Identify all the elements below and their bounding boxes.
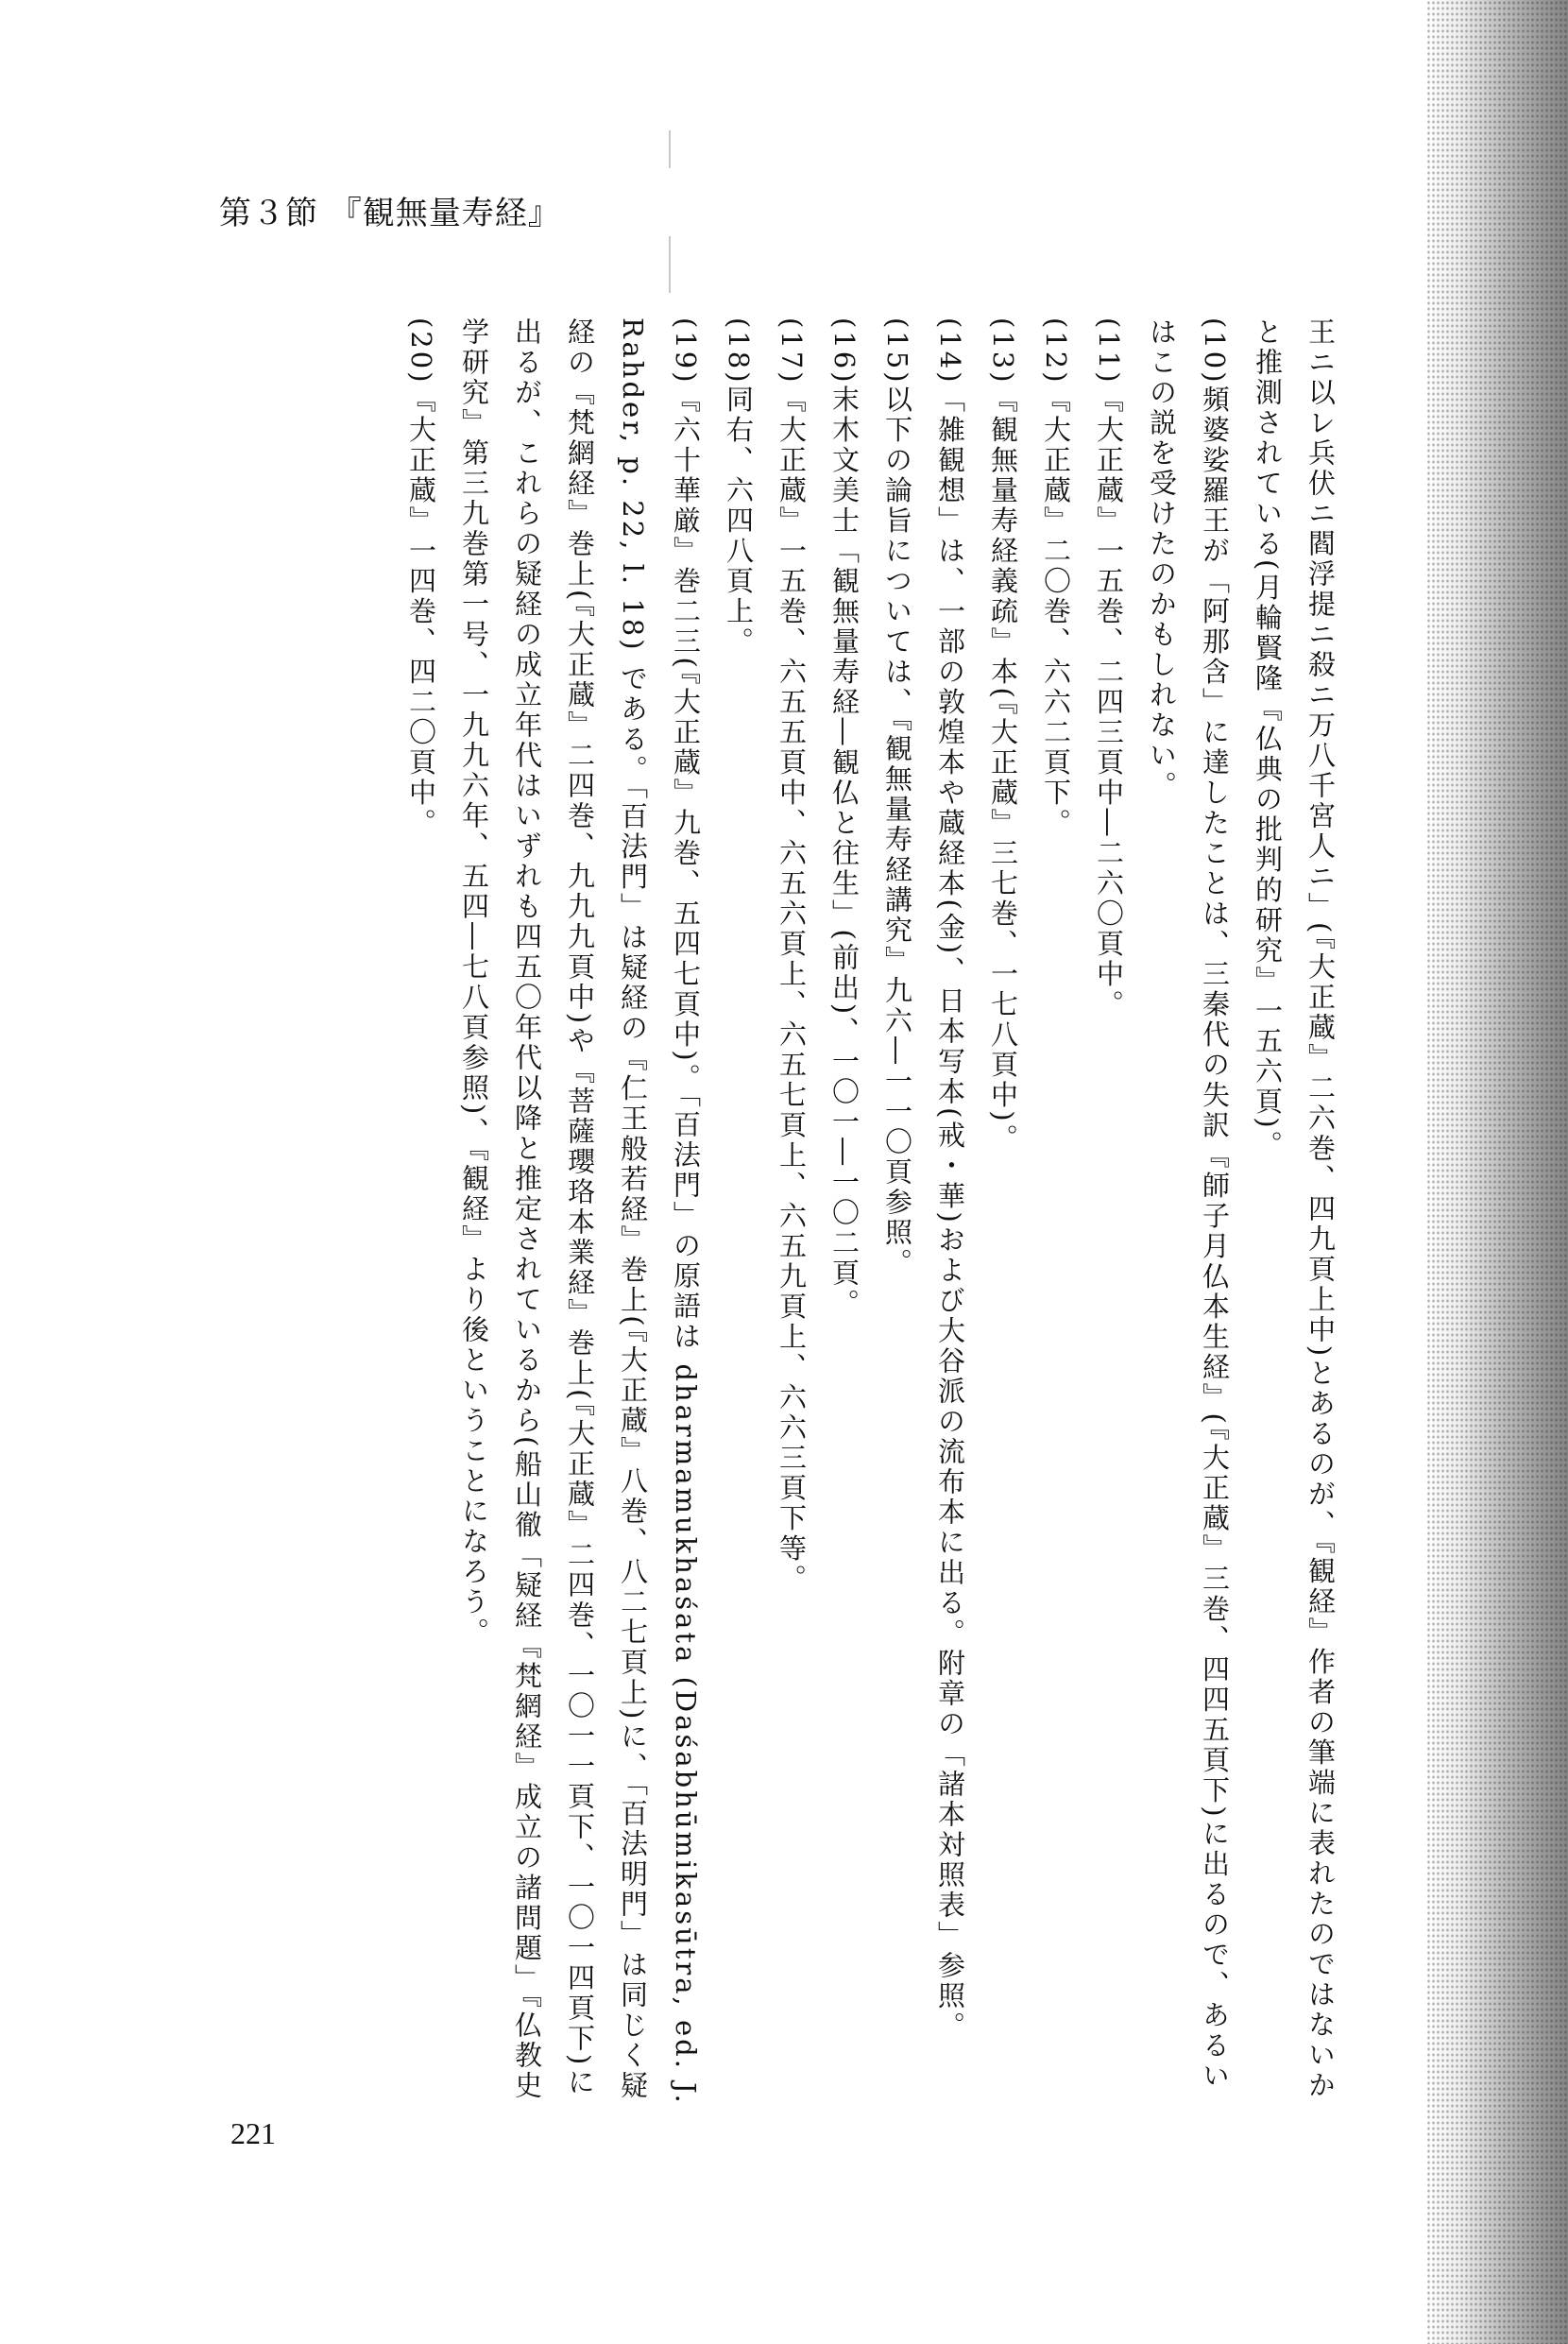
note-19 — [448, 317, 712, 2113]
note-text: 『観無量寿経義疏』本(『大正蔵』三七巻、一七八頁中)。 — [987, 385, 1019, 1155]
scan-mark — [669, 236, 671, 293]
note-number: (14) — [934, 317, 966, 385]
note-text: 同右、六四八頁上。 — [723, 385, 755, 658]
note-10 — [1135, 317, 1241, 2113]
note-13 — [977, 317, 1030, 2113]
scan-mark — [669, 130, 671, 168]
note-11 — [1082, 317, 1135, 2113]
note-20 — [395, 317, 448, 2113]
note-number: (15) — [881, 317, 913, 385]
note-15 — [871, 317, 924, 2113]
note-number: (10) — [1199, 317, 1231, 385]
note-number: (20) — [405, 317, 437, 385]
note-number: (17) — [775, 317, 808, 385]
note-text: 末木文美士「観無量寿経―観仏と往生」(前出)、一〇一―一〇二頁。 — [828, 385, 861, 1320]
note-number: (13) — [987, 317, 1019, 385]
note-text: 王ニ以レ兵伏ニ閻浮提ニ殺ニ万八千宮人ニ」(『大正蔵』二六巻、四九頁上中)とあるのが、『観経』作者の筆端に表れたのではないかと推測されている(月輪賢隆『仏典の批判的研究』一五六頁)。 — [1252, 317, 1337, 2101]
note-text: 以下の論旨については、『観無量寿経講究』九六―一一〇頁参照。 — [881, 385, 913, 1279]
note-number: (18) — [723, 317, 755, 385]
note-number: (19) — [670, 317, 702, 385]
note-12 — [1030, 317, 1082, 2113]
note-text: 『大正蔵』一五巻、六五五頁中、六五六頁上、六五七頁上、六五九頁上、六六三頁下等。 — [775, 385, 808, 1595]
note-18 — [712, 317, 765, 2113]
note-number: (11) — [1093, 317, 1125, 385]
page-number: 221 — [230, 2116, 276, 2150]
note-text: 『六十華厳』巻二三(『大正蔵』九巻、五四七頁中)。「百法門」の原語は dharmamukhaśata (Daśabhūmikasūtra, ed. J. Rahder, p. 22, l. 18) である。「百法門」は疑経の『仁王般若経』巻上(『大正蔵』八巻、八二七頁上)に、「百法明門」は同じく疑経の『梵網経』巻上(『大正蔵』二四巻、九九九頁中)や『菩薩瓔珞本業経』巻上(『大正蔵』二四巻、一〇一一頁下、一〇一四頁下)に出るが、これらの疑経の成立年代はいずれも四五〇年代以降と推定されているから(船山徹「疑経『梵網経』成立の諸問題」『仏教史学研究』第三九巻第一号、一九九六年、五四―七八頁参照)、『観経』より後ということになろう。 — [458, 317, 702, 2106]
note-14 — [924, 317, 977, 2113]
note-number: (16) — [828, 317, 861, 385]
note-text: 「雑観想」は、一部の敦煌本や蔵経本(金)、日本写本(戒・華)および大谷派の流布本に出る。附章の「諸本対照表」参照。 — [934, 385, 966, 2042]
note-text: 『大正蔵』一五巻、二四三頁中―二六〇頁中。 — [1093, 385, 1125, 1020]
note-continuation — [1241, 317, 1347, 2113]
scan-edge-texture — [1426, 0, 1568, 2344]
note-text: 『大正蔵』一四巻、四二〇頁中。 — [405, 385, 437, 839]
note-number: (12) — [1040, 317, 1072, 385]
note-16 — [818, 317, 871, 2113]
note-text: 頻婆娑羅王が「阿那含」に達したことは、三秦代の失訳『師子月仏本生経』(『大正蔵』三巻、四四五頁下)に出るので、あるいはこの説を受けたのかもしれない。 — [1146, 317, 1231, 2092]
running-head: 第３節 『観無量寿経』 — [219, 195, 561, 232]
note-text: 『大正蔵』二〇巻、六六二頁下。 — [1040, 385, 1072, 839]
note-17 — [765, 317, 818, 2113]
endnotes-block — [308, 317, 1347, 2113]
